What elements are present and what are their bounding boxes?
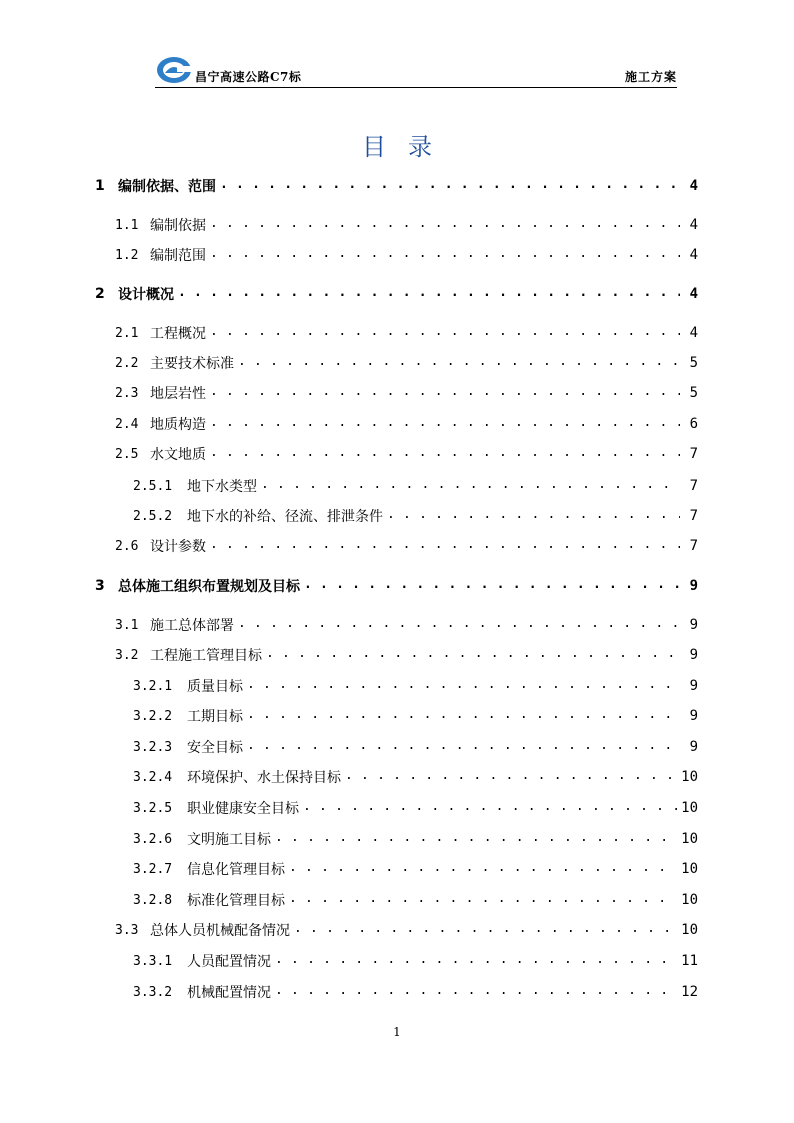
toc-title: 目录 [362,133,454,161]
toc-entry[interactable] [115,351,698,375]
toc-entry-page: 10 [681,922,698,938]
toc-entry-page: 9 [689,617,698,633]
toc-dot-leader [294,918,677,942]
toc-entry[interactable] [133,827,698,851]
toc-entry-page: 9 [689,678,698,694]
toc-entry-title: 信息化管理目标 [187,862,285,878]
toc-entry-title: 环境保护、水土保持目标 [187,770,341,786]
toc-entry[interactable] [133,704,698,728]
page-number: 1 [393,1025,401,1039]
toc-entry-title: 总体人员机械配备情况 [150,923,290,939]
toc-entry-page: 5 [689,355,698,371]
toc-entry-number: 2.5.2 [133,508,173,524]
toc-dot-leader [210,243,680,267]
toc-entry-number: 3.3 [115,922,139,938]
toc-entry-page: 10 [681,892,698,908]
toc-dot-leader [289,857,677,881]
toc-entry-number: 2.5.1 [133,478,173,494]
toc-entry[interactable] [133,504,698,528]
toc-entry-number: 2.4 [115,416,139,432]
toc-dot-leader [247,704,680,728]
toc-entry-title: 地下水类型 [187,479,257,495]
toc-entry-number: 3 [95,578,105,594]
toc-dot-leader [210,381,680,405]
toc-entry[interactable] [95,574,698,598]
toc-entry[interactable] [115,412,698,436]
toc-entry-title: 地层岩性 [150,386,206,402]
toc-entry-number: 3.2.8 [133,892,173,908]
toc-dot-leader [247,674,680,698]
toc-dot-leader [275,827,677,851]
toc-entry-page: 10 [681,769,698,785]
toc-entry-page: 9 [689,578,698,594]
toc-entry-title: 安全目标 [187,740,243,756]
toc-entry-page: 12 [681,984,698,1000]
toc-entry-title: 施工总体部署 [150,618,234,634]
toc-entry-number: 3.3.2 [133,984,173,1000]
toc-entry-page: 7 [689,478,698,494]
toc-dot-leader [238,613,680,637]
toc-entry-title: 总体施工组织布置规划及目标 [118,579,300,595]
toc-entry-title: 水文地质 [150,447,206,463]
toc-entry-number: 3.2.1 [133,678,173,694]
toc-entry-page: 6 [689,416,698,432]
toc-entry-page: 10 [681,800,698,816]
toc-entry-page: 11 [681,953,698,969]
toc-entry-page: 4 [689,247,698,263]
toc-entry[interactable] [133,674,698,698]
toc-dot-leader [210,534,680,558]
toc-entry-title: 编制依据 [150,218,206,234]
toc-entry-page: 5 [689,385,698,401]
toc-entry[interactable] [133,857,698,881]
toc-entry-title: 地质构造 [150,417,206,433]
toc-entry-number: 3.2 [115,647,139,663]
toc-entry[interactable] [115,613,698,637]
toc-dot-leader [266,643,680,667]
toc-entry-number: 3.2.6 [133,831,173,847]
toc-entry-number: 3.2.5 [133,800,173,816]
toc-dot-leader [247,735,680,759]
toc-entry-page: 9 [689,647,698,663]
toc-entry-page: 4 [689,217,698,233]
toc-entry-title: 人员配置情况 [187,954,271,970]
toc-entry-title: 编制依据、范围 [118,179,216,195]
toc-dot-leader [210,412,680,436]
toc-entry-page: 7 [689,538,698,554]
toc-entry-title: 编制范围 [150,248,206,264]
toc-entry-number: 2.2 [115,355,139,371]
toc-entry-page: 4 [689,286,698,302]
toc-dot-leader [345,765,677,789]
company-logo-icon [155,55,195,85]
toc-entry[interactable] [133,949,698,973]
toc-entry-number: 2.6 [115,538,139,554]
toc-entry-number: 3.1 [115,617,139,633]
page-header [155,54,677,90]
toc-entry[interactable] [133,980,698,1004]
toc-entry-title: 地下水的补给、径流、排泄条件 [187,509,383,525]
toc-entry-title: 文明施工目标 [187,832,271,848]
toc-entry[interactable] [115,243,698,267]
toc-entry-title: 标准化管理目标 [187,893,285,909]
toc-entry[interactable] [95,174,698,198]
toc-entry-number: 3.2.4 [133,769,173,785]
toc-entry[interactable] [115,213,698,237]
toc-dot-leader [210,321,680,345]
toc-entry-page: 7 [689,446,698,462]
toc-dot-leader [261,474,680,498]
toc-entry-number: 1 [95,178,105,194]
toc-entry[interactable] [133,765,698,789]
toc-entry-page: 10 [681,831,698,847]
toc-entry[interactable] [133,474,698,498]
toc-dot-leader [289,888,677,912]
toc-entry[interactable] [115,321,698,345]
toc-entry[interactable] [115,643,698,667]
toc-entry-number: 3.2.3 [133,739,173,755]
toc-entry-title: 主要技术标准 [150,356,234,372]
toc-entry-page: 4 [689,178,698,194]
toc-dot-leader [210,442,680,466]
toc-entry-title: 设计概况 [118,287,174,303]
header-project-name: 昌宁高速公路C7标 [195,70,302,84]
toc-dot-leader [275,949,677,973]
toc-entry-number: 3.2.7 [133,861,173,877]
toc-entry[interactable] [115,442,698,466]
toc-entry-page: 7 [689,508,698,524]
toc-dot-leader [304,574,680,598]
toc-entry[interactable] [115,918,698,942]
toc-entry-title: 机械配置情况 [187,985,271,1001]
toc-dot-leader [220,174,680,198]
toc-entry-title: 职业健康安全目标 [187,801,299,817]
toc-entry[interactable] [133,735,698,759]
header-rule [155,87,677,88]
toc-entry-page: 4 [689,325,698,341]
toc-dot-leader [387,504,680,528]
toc-entry-number: 2.5 [115,446,139,462]
toc-entry-number: 3.2.2 [133,708,173,724]
toc-entry-number: 1.1 [115,217,139,233]
toc-entry-title: 工期目标 [187,709,243,725]
toc-entry[interactable] [95,282,698,306]
toc-entry-number: 2.3 [115,385,139,401]
toc-dot-leader [275,980,677,1004]
toc-dot-leader [210,213,680,237]
toc-entry-number: 3.3.1 [133,953,173,969]
toc-entry-number: 2.1 [115,325,139,341]
toc-entry-title: 工程概况 [150,326,206,342]
toc-entry-title: 工程施工管理目标 [150,648,262,664]
toc-entry-number: 2 [95,286,105,302]
toc-dot-leader [178,282,680,306]
toc-entry[interactable] [115,534,698,558]
toc-entry-page: 9 [689,739,698,755]
toc-dot-leader [238,351,680,375]
toc-dot-leader [303,796,677,820]
toc-entry-page: 9 [689,708,698,724]
toc-entry-number: 1.2 [115,247,139,263]
header-doc-type: 施工方案 [624,70,677,84]
toc-entry-title: 质量目标 [187,679,243,695]
toc-entry[interactable] [115,381,698,405]
toc-entry-title: 设计参数 [150,539,206,555]
toc-entry[interactable] [133,888,698,912]
toc-entry[interactable] [133,796,698,820]
toc-entry-page: 10 [681,861,698,877]
